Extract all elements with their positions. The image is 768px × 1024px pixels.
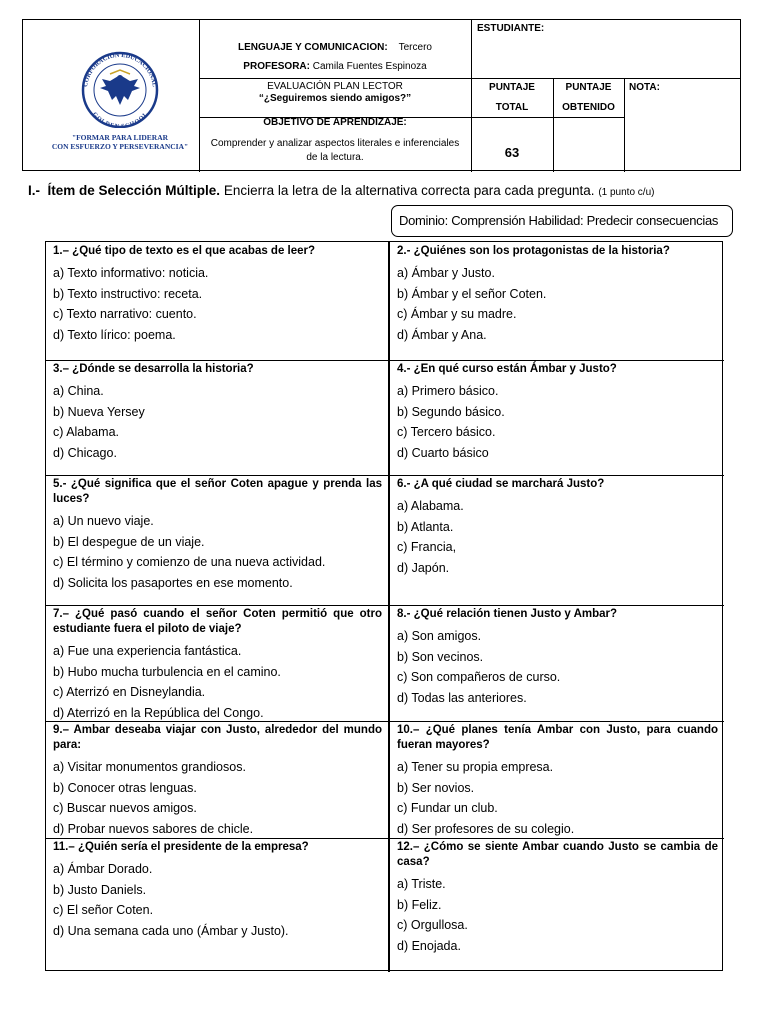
question-text: 5.- ¿Qué significa que el señor Coten apague y prenda las luces? <box>53 478 382 505</box>
answer-option[interactable]: b) Ser novios. <box>397 780 475 795</box>
question-card <box>390 838 724 956</box>
book-title: “¿Seguiremos siendo amigos?” <box>258 93 412 104</box>
question-card <box>46 838 388 941</box>
teacher-label: PROFESORA: <box>243 61 310 72</box>
answer-option[interactable]: b) Feliz. <box>397 897 442 912</box>
question-card <box>46 360 388 463</box>
school-logo <box>40 50 200 150</box>
course-level: Tercero <box>398 42 432 53</box>
instruction-line <box>28 183 654 198</box>
answer-option[interactable]: b) Hubo mucha turbulencia en el camino. <box>53 664 281 679</box>
course-line <box>199 41 471 54</box>
answer-option[interactable]: d) Probar nuevos sabores de chicle. <box>53 821 254 836</box>
teacher-line <box>199 60 471 73</box>
evaluation-title: EVALUACIÓN PLAN LECTOR <box>267 81 403 92</box>
answer-option[interactable]: b) Nueva Yersey <box>53 404 145 419</box>
question-card <box>390 360 724 463</box>
answer-option[interactable]: d) Una semana cada uno (Ámbar y Justo). <box>53 923 289 938</box>
answer-option[interactable]: a) Alabama. <box>397 499 464 513</box>
question-text: 10.– ¿Qué planes tenía Ambar con Justo, para cuando fueran mayores? <box>397 724 718 751</box>
obtained-score-label-1: PUNTAJE <box>565 82 612 93</box>
answer-option[interactable]: a) Ámbar y Justo. <box>397 266 495 280</box>
answer-option[interactable]: c) Texto narrativo: cuento. <box>53 307 197 321</box>
question-card <box>390 605 724 708</box>
motto-line-2: CON ESFUERZO Y PERSEVERANCIA" <box>51 142 189 151</box>
question-text: 6.- ¿A qué ciudad se marchará Justo? <box>397 478 605 490</box>
answer-option[interactable]: a) China. <box>53 384 104 398</box>
total-score-label-2: TOTAL <box>495 102 529 113</box>
answer-option[interactable]: d) Chicago. <box>53 445 117 460</box>
question-text: 7.– ¿Qué pasó cuando el señor Coten permitió que otro estudiante fuera el piloto de viaje? <box>53 608 382 635</box>
question-text: 3.– ¿Dónde se desarrolla la historia? <box>53 363 254 375</box>
objective-label: OBJETIVO DE APRENDIZAJE: <box>263 117 407 128</box>
questions-grid <box>45 241 723 971</box>
answer-option[interactable]: d) Ámbar y Ana. <box>397 327 487 342</box>
answer-option[interactable]: c) Orgullosa. <box>397 918 468 932</box>
answer-option[interactable]: a) Tener su propia empresa. <box>397 760 554 774</box>
answer-option[interactable]: b) Justo Daniels. <box>53 882 147 897</box>
answer-option[interactable]: d) Solicita los pasaportes en ese momento. <box>53 575 293 590</box>
question-card <box>46 242 388 345</box>
answer-option[interactable]: b) Texto instructivo: receta. <box>53 286 203 301</box>
instruction-text: Encierra la letra de la alternativa correcta para cada pregunta. <box>223 183 595 198</box>
answer-option[interactable]: c) El término y comienzo de una nueva actividad. <box>53 555 326 569</box>
obtained-score-label-2: OBTENIDO <box>562 102 615 113</box>
answer-option[interactable]: d) Enojada. <box>397 938 461 953</box>
section-title: Ítem de Selección Múltiple. <box>47 183 221 198</box>
answer-option[interactable]: c) Alabama. <box>53 425 120 439</box>
answer-option[interactable]: a) Un nuevo viaje. <box>53 514 154 528</box>
seal-arc-bottom: GOLDEN SCHOOL <box>90 111 150 128</box>
answer-option[interactable]: d) Japón. <box>397 560 450 575</box>
question-text: 9.– Ambar deseaba viajar con Justo, alrededor del mundo para: <box>53 724 382 751</box>
answer-option[interactable]: c) Aterrizó en Disneylandia. <box>53 685 206 699</box>
question-card <box>390 721 724 839</box>
answer-option[interactable]: c) Tercero básico. <box>397 425 496 439</box>
answer-option[interactable]: b) Atlanta. <box>397 519 454 534</box>
answer-option[interactable]: a) Son amigos. <box>397 629 482 643</box>
answer-option[interactable]: b) Segundo básico. <box>397 404 505 419</box>
answer-option[interactable]: c) Son compañeros de curso. <box>397 670 561 684</box>
total-score-label-1: PUNTAJE <box>489 82 535 93</box>
question-text: 12.– ¿Cómo se siente Ambar cuando Justo se cambia de casa? <box>397 841 718 868</box>
answer-option[interactable]: b) Ámbar y el señor Coten. <box>397 286 547 301</box>
answer-option[interactable]: c) El señor Coten. <box>53 903 154 917</box>
teacher-name: Camila Fuentes Espinoza <box>312 61 427 72</box>
objective-text-2: de la lectura. <box>306 152 364 163</box>
answer-option[interactable]: a) Primero básico. <box>397 384 499 398</box>
answer-option[interactable]: b) Conocer otras lenguas. <box>53 780 197 795</box>
section-number: I.- <box>28 183 40 198</box>
question-card <box>390 475 724 578</box>
answer-option[interactable]: a) Ámbar Dorado. <box>53 862 153 876</box>
question-card <box>46 605 388 723</box>
objective-text-1: Comprender y analizar aspectos literales e inferenciales <box>210 138 460 149</box>
answer-option[interactable]: d) Aterrizó en la República del Congo. <box>53 705 264 720</box>
question-text: 8.- ¿Qué relación tienen Justo y Ambar? <box>397 608 618 620</box>
answer-option[interactable]: d) Cuarto básico <box>397 445 489 460</box>
answer-option[interactable]: a) Fue una experiencia fantástica. <box>53 644 242 658</box>
answer-option[interactable]: b) Son vecinos. <box>397 649 484 664</box>
question-text: 11.– ¿Quién sería el presidente de la empresa? <box>53 841 309 853</box>
seal-arc-top: CORPORACIÓN EDUCACIONAL <box>82 51 158 88</box>
grade-label: NOTA: <box>629 82 660 93</box>
answer-option[interactable]: a) Visitar monumentos grandiosos. <box>53 760 246 774</box>
answer-option[interactable]: a) Triste. <box>397 877 446 891</box>
question-card <box>46 475 388 593</box>
answer-option[interactable]: c) Fundar un club. <box>397 801 498 815</box>
answer-option[interactable]: d) Texto lírico: poema. <box>53 327 176 342</box>
answer-option[interactable]: c) Ámbar y su madre. <box>397 307 517 321</box>
course-subject: LENGUAJE Y COMUNICACION: <box>238 42 388 53</box>
question-text: 4.- ¿En qué curso están Ámbar y Justo? <box>397 363 617 375</box>
answer-option[interactable]: d) Todas las anteriores. <box>397 690 527 705</box>
answer-option[interactable]: d) Ser profesores de su colegio. <box>397 821 575 836</box>
student-label: ESTUDIANTE: <box>477 23 545 34</box>
question-text: 2.- ¿Quiénes son los protagonistas de la historia? <box>397 245 670 257</box>
question-text: 1.– ¿Qué tipo de texto es el que acabas de leer? <box>53 245 316 257</box>
answer-option[interactable]: a) Texto informativo: noticia. <box>53 266 209 280</box>
dominio-box: Dominio: Comprensión Habilidad: Predecir consecuencias <box>391 205 733 237</box>
motto-line-1: "FORMAR PARA LIDERAR <box>71 133 169 142</box>
answer-option[interactable]: c) Francia, <box>397 540 457 554</box>
total-score-value: 63 <box>504 145 520 160</box>
school-seal-icon <box>40 50 200 128</box>
question-card <box>390 242 724 345</box>
question-card <box>46 721 388 839</box>
points-note: (1 punto c/u) <box>598 187 655 198</box>
answer-option[interactable]: c) Buscar nuevos amigos. <box>53 801 197 815</box>
answer-option[interactable]: b) El despegue de un viaje. <box>53 534 205 549</box>
